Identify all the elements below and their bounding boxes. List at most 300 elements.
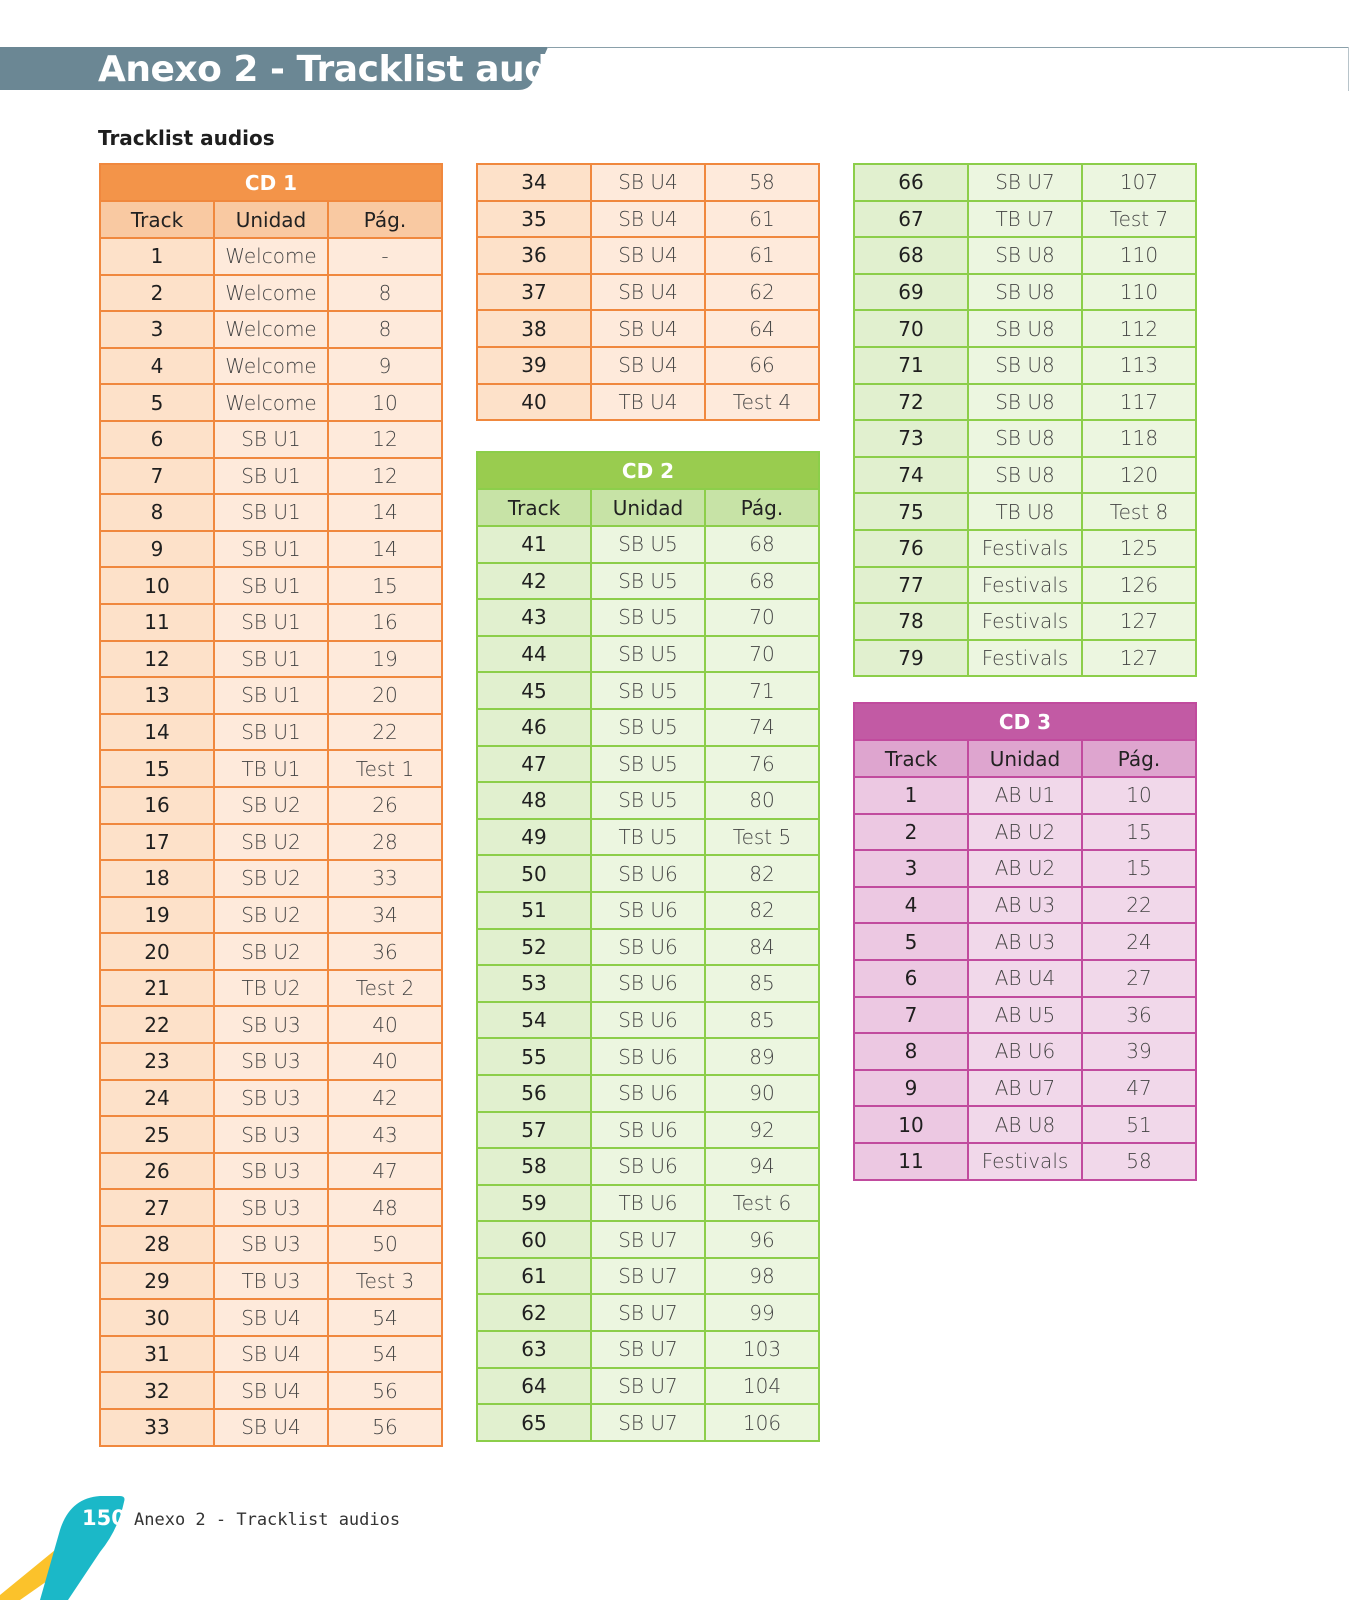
page-cell: Test 2 [328,970,442,1007]
page-cell: 24 [1082,923,1196,960]
table-row [477,1112,819,1149]
track-cell: 13 [100,677,214,714]
unit-cell: TB U5 [591,819,705,856]
unit-cell: SB U1 [214,421,328,458]
page-cell: 16 [328,604,442,641]
track-cell: 46 [477,709,591,746]
page-cell: 98 [705,1258,819,1295]
table-row [100,421,442,458]
page-cell: Test 7 [1082,201,1196,238]
track-cell: 61 [477,1258,591,1295]
table-row [100,567,442,604]
unit-cell: AB U1 [968,777,1082,814]
track-cell: 31 [100,1336,214,1373]
table-row [477,672,819,709]
unit-cell: AB U5 [968,997,1082,1034]
unit-cell: SB U2 [214,860,328,897]
table-row [854,1033,1196,1070]
track-cell: 15 [100,750,214,787]
page-cell: 20 [328,677,442,714]
track-cell: 4 [854,887,968,924]
page-cell: 15 [1082,850,1196,887]
table-row [477,599,819,636]
table-row [100,1299,442,1336]
unit-cell: SB U6 [591,1038,705,1075]
page-cell: Test 5 [705,819,819,856]
unit-cell: AB U4 [968,960,1082,997]
page-cell: 43 [328,1116,442,1153]
table-row [854,640,1196,677]
table-row [100,750,442,787]
page-cell: 47 [328,1153,442,1190]
table-row [477,1404,819,1441]
page-cell: 22 [328,714,442,751]
track-cell: 75 [854,493,968,530]
unit-cell: SB U6 [591,1002,705,1039]
table-row [100,1336,442,1373]
unit-cell: SB U3 [214,1116,328,1153]
unit-cell: Festivals [968,640,1082,677]
page-cell: 107 [1082,164,1196,201]
table-row [477,1368,819,1405]
unit-cell: SB U1 [214,494,328,531]
track-cell: 65 [477,1404,591,1441]
table-row [100,458,442,495]
column-header: Pág. [705,489,819,526]
table-row [854,997,1196,1034]
unit-cell: SB U1 [214,641,328,678]
table-row [100,494,442,531]
track-cell: 73 [854,420,968,457]
page-cell: 125 [1082,530,1196,567]
track-cell: 21 [100,970,214,1007]
page-cell: 58 [705,164,819,201]
table-row [100,275,442,312]
page-cell: 66 [705,347,819,384]
page-cell: 33 [328,860,442,897]
unit-cell: SB U3 [214,1006,328,1043]
page-cell: 56 [328,1409,442,1446]
track-cell: 78 [854,603,968,640]
track-cell: 63 [477,1331,591,1368]
unit-cell: TB U1 [214,750,328,787]
unit-cell: SB U4 [591,201,705,238]
column-header: Pág. [328,201,442,238]
page-cell: 58 [1082,1143,1196,1180]
track-cell: 24 [100,1080,214,1117]
track-cell: 7 [854,997,968,1034]
table-row [100,1226,442,1263]
page-cell: Test 8 [1082,493,1196,530]
table-row [100,1409,442,1446]
page-cell: 89 [705,1038,819,1075]
track-cell: 12 [100,641,214,678]
page-cell: 54 [328,1299,442,1336]
track-cell: 3 [100,311,214,348]
table-row [100,311,442,348]
page-cell: 103 [705,1331,819,1368]
track-cell: 10 [854,1106,968,1143]
unit-cell: Festivals [968,1143,1082,1180]
track-cell: 49 [477,819,591,856]
track-cell: 74 [854,457,968,494]
table-row [854,530,1196,567]
page-cell: 68 [705,563,819,600]
table-row [477,965,819,1002]
unit-cell: Welcome [214,348,328,385]
track-cell: 9 [854,1070,968,1107]
unit-cell: SB U4 [591,274,705,311]
page-cell: Test 4 [705,384,819,421]
unit-cell: SB U1 [214,567,328,604]
page-cell: 82 [705,892,819,929]
track-cell: 58 [477,1148,591,1185]
track-cell: 52 [477,929,591,966]
page-cell: 39 [1082,1033,1196,1070]
track-cell: 35 [477,201,591,238]
column-header: Pág. [1082,740,1196,777]
table-row [854,274,1196,311]
unit-cell: SB U6 [591,929,705,966]
table-caption: CD 2 [477,452,819,489]
table-row [854,457,1196,494]
page-cell: 47 [1082,1070,1196,1107]
unit-cell: SB U8 [968,384,1082,421]
cd2-continued-table [853,163,1197,677]
table-row [477,237,819,274]
page-cell: 71 [705,672,819,709]
page-cell: 14 [328,531,442,568]
page-cell: 56 [328,1372,442,1409]
unit-cell: SB U5 [591,746,705,783]
unit-cell: SB U4 [214,1372,328,1409]
track-cell: 77 [854,567,968,604]
page-cell: 15 [1082,814,1196,851]
header-banner [0,47,607,91]
track-cell: 54 [477,1002,591,1039]
cd1-table [99,163,443,1447]
page-title: Anexo 2 - Tracklist audios [98,49,607,90]
page-cell: 113 [1082,347,1196,384]
page-cell: 80 [705,782,819,819]
page-cell: 15 [328,567,442,604]
cd3-table [853,702,1197,1181]
track-cell: 28 [100,1226,214,1263]
unit-cell: AB U7 [968,1070,1082,1107]
page-cell: 64 [705,310,819,347]
unit-cell: SB U4 [214,1299,328,1336]
track-cell: 1 [854,777,968,814]
table-row [854,164,1196,201]
table-row [854,1106,1196,1143]
track-cell: 7 [100,458,214,495]
table-row [477,892,819,929]
table-row [854,814,1196,851]
unit-cell: SB U4 [214,1336,328,1373]
footer-label: Anexo 2 - Tracklist audios [134,1510,401,1530]
page-cell: 70 [705,636,819,673]
track-cell: 39 [477,347,591,384]
table-row [477,201,819,238]
unit-cell: SB U5 [591,563,705,600]
page-cell: 12 [328,421,442,458]
unit-cell: Welcome [214,275,328,312]
track-cell: 17 [100,824,214,861]
column-header: Unidad [968,740,1082,777]
unit-cell: SB U8 [968,274,1082,311]
unit-cell: SB U4 [591,164,705,201]
unit-cell: AB U6 [968,1033,1082,1070]
unit-cell: SB U6 [591,965,705,1002]
track-cell: 9 [100,531,214,568]
track-cell: 38 [477,310,591,347]
track-cell: 18 [100,860,214,897]
table-row [477,347,819,384]
track-cell: 69 [854,274,968,311]
table-row [100,860,442,897]
page-number: 150 [82,1506,126,1530]
unit-cell: SB U4 [591,237,705,274]
page-cell: 12 [328,458,442,495]
table-row [477,782,819,819]
track-cell: 22 [100,1006,214,1043]
track-cell: 27 [100,1189,214,1226]
page-cell: 110 [1082,274,1196,311]
table-row [854,567,1196,604]
table-row [100,787,442,824]
page-cell: 42 [328,1080,442,1117]
table-row [100,1006,442,1043]
page-cell: 54 [328,1336,442,1373]
table-row [477,1294,819,1331]
table-row [477,929,819,966]
column-header: Unidad [591,489,705,526]
track-cell: 33 [100,1409,214,1446]
track-cell: 51 [477,892,591,929]
unit-cell: SB U8 [968,310,1082,347]
unit-cell: SB U7 [591,1258,705,1295]
unit-cell: SB U2 [214,787,328,824]
page-cell: 40 [328,1043,442,1080]
unit-cell: SB U2 [214,933,328,970]
unit-cell: SB U7 [591,1294,705,1331]
table-row [100,384,442,421]
track-cell: 6 [100,421,214,458]
table-row [100,1372,442,1409]
page-cell: 82 [705,855,819,892]
unit-cell: TB U2 [214,970,328,1007]
track-cell: 5 [854,923,968,960]
page-cell: 74 [705,709,819,746]
unit-cell: SB U5 [591,782,705,819]
table-row [477,1038,819,1075]
track-cell: 14 [100,714,214,751]
table-row [854,923,1196,960]
table-row [100,1116,442,1153]
table-row [854,237,1196,274]
table-row [477,1075,819,1112]
table-row [854,1143,1196,1180]
table-row [854,493,1196,530]
track-cell: 60 [477,1221,591,1258]
page-cell: 36 [1082,997,1196,1034]
track-cell: 47 [477,746,591,783]
page-cell: 117 [1082,384,1196,421]
table-row [477,384,819,421]
track-cell: 10 [100,567,214,604]
column-header: Track [477,489,591,526]
table-row [477,819,819,856]
page-cell: 48 [328,1189,442,1226]
column-header: Track [100,201,214,238]
track-cell: 53 [477,965,591,1002]
page-cell: 62 [705,274,819,311]
table-row [100,604,442,641]
table-row [477,1221,819,1258]
table-row [477,855,819,892]
track-cell: 50 [477,855,591,892]
page-cell: 50 [328,1226,442,1263]
page-cell: - [328,238,442,275]
table-row [100,677,442,714]
unit-cell: SB U5 [591,672,705,709]
section-subtitle: Tracklist audios [98,126,275,150]
page-cell: 126 [1082,567,1196,604]
header-rule-end [1348,47,1349,91]
track-cell: 64 [477,1368,591,1405]
page-cell: 27 [1082,960,1196,997]
table-row [477,1148,819,1185]
track-cell: 48 [477,782,591,819]
unit-cell: SB U1 [214,604,328,641]
table-row [100,348,442,385]
page-cell: Test 3 [328,1263,442,1300]
page-cell: 92 [705,1112,819,1149]
track-cell: 4 [100,348,214,385]
page-cell: 99 [705,1294,819,1331]
table-row [477,563,819,600]
cd2-table [476,451,820,1442]
unit-cell: SB U3 [214,1153,328,1190]
unit-cell: Welcome [214,384,328,421]
track-cell: 62 [477,1294,591,1331]
track-cell: 43 [477,599,591,636]
track-cell: 67 [854,201,968,238]
unit-cell: SB U7 [591,1221,705,1258]
table-row [100,531,442,568]
table-row [854,347,1196,384]
unit-cell: Festivals [968,603,1082,640]
page-cell: 61 [705,201,819,238]
page-cell: 28 [328,824,442,861]
track-cell: 79 [854,640,968,677]
table-row [854,201,1196,238]
page-cell: 120 [1082,457,1196,494]
table-row [477,636,819,673]
track-cell: 6 [854,960,968,997]
table-row [477,1002,819,1039]
track-cell: 32 [100,1372,214,1409]
table-row [100,641,442,678]
header-row [100,201,442,238]
page-cell: 85 [705,1002,819,1039]
page-cell: 118 [1082,420,1196,457]
table-row [477,709,819,746]
track-cell: 70 [854,310,968,347]
table-row [100,824,442,861]
unit-cell: TB U8 [968,493,1082,530]
page-cell: 127 [1082,640,1196,677]
table-row [477,1185,819,1222]
unit-cell: SB U6 [591,1075,705,1112]
unit-cell: SB U5 [591,709,705,746]
page-cell: 10 [328,384,442,421]
unit-cell: SB U7 [591,1331,705,1368]
table-row [100,1263,442,1300]
table-row [100,1080,442,1117]
track-cell: 55 [477,1038,591,1075]
track-cell: 59 [477,1185,591,1222]
track-cell: 36 [477,237,591,274]
page-cell: 96 [705,1221,819,1258]
track-cell: 56 [477,1075,591,1112]
page-cell: 70 [705,599,819,636]
table-row [100,714,442,751]
track-cell: 44 [477,636,591,673]
track-cell: 16 [100,787,214,824]
unit-cell: SB U7 [591,1404,705,1441]
unit-cell: SB U4 [214,1409,328,1446]
page-cell: 8 [328,311,442,348]
page-cell: 90 [705,1075,819,1112]
page-cell: 127 [1082,603,1196,640]
unit-cell: TB U3 [214,1263,328,1300]
unit-cell: SB U5 [591,526,705,563]
track-cell: 29 [100,1263,214,1300]
unit-cell: SB U6 [591,855,705,892]
unit-cell: Welcome [214,238,328,275]
track-cell: 2 [100,275,214,312]
track-cell: 68 [854,237,968,274]
track-cell: 37 [477,274,591,311]
page-cell: 9 [328,348,442,385]
track-cell: 25 [100,1116,214,1153]
table-row [854,420,1196,457]
unit-cell: SB U4 [591,310,705,347]
page-cell: 34 [328,897,442,934]
unit-cell: SB U5 [591,636,705,673]
page-cell: 106 [705,1404,819,1441]
table-row [854,310,1196,347]
unit-cell: AB U2 [968,814,1082,851]
track-cell: 11 [100,604,214,641]
track-cell: 40 [477,384,591,421]
table-row [100,1043,442,1080]
track-cell: 42 [477,563,591,600]
unit-cell: SB U6 [591,892,705,929]
unit-cell: SB U3 [214,1043,328,1080]
page-cell: 84 [705,929,819,966]
track-cell: 8 [100,494,214,531]
page-cell: 61 [705,237,819,274]
page-cell: 10 [1082,777,1196,814]
unit-cell: Festivals [968,567,1082,604]
unit-cell: AB U3 [968,923,1082,960]
track-cell: 41 [477,526,591,563]
page-cell: 68 [705,526,819,563]
unit-cell: SB U6 [591,1148,705,1185]
track-cell: 5 [100,384,214,421]
